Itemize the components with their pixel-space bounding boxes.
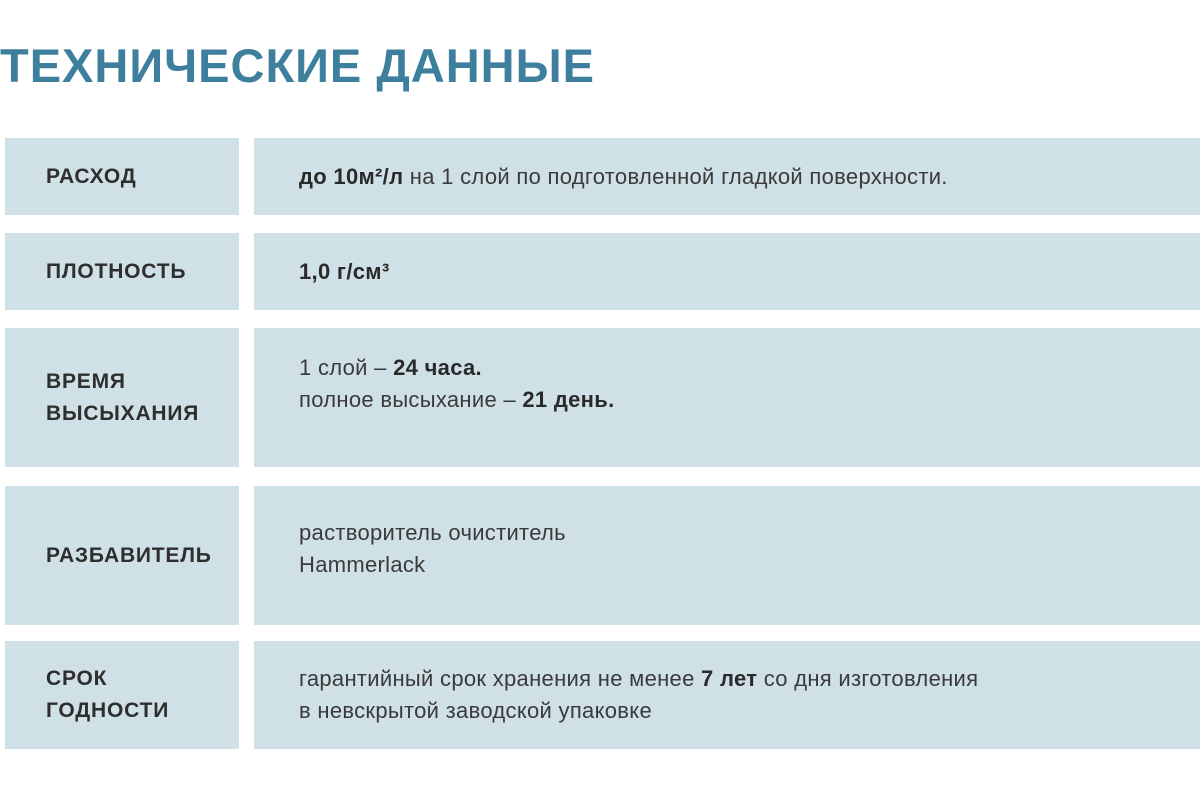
value-bold: 1,0 г/см³	[299, 258, 390, 284]
row-label-drying-time	[46, 366, 199, 430]
row-value-density	[299, 256, 1160, 288]
row-label-cell-density	[5, 233, 239, 310]
row-label-cell-thinner	[5, 486, 239, 625]
row-label-cell-consumption	[5, 138, 239, 215]
row-label-cell-shelf-life	[5, 641, 239, 749]
row-label-consumption	[46, 161, 136, 193]
value-bold: до 10м²/л	[299, 163, 404, 189]
row-value-shelf-life	[299, 663, 1160, 727]
row-label-density	[46, 256, 186, 288]
value-text: 1 слой –	[299, 355, 394, 380]
row-value-consumption	[299, 161, 1160, 193]
value-line: в невскрытой заводской упаковке	[299, 698, 652, 723]
row-value-cell-shelf-life	[254, 641, 1200, 749]
value-line	[299, 663, 1160, 695]
row-value-drying-time	[299, 352, 1160, 416]
row-value-cell-consumption	[254, 138, 1200, 215]
value-line	[299, 161, 1160, 193]
value-bold: 7 лет	[701, 666, 758, 691]
value-text: на 1 слой по подготовленной гладкой поверхности.	[403, 163, 948, 189]
value-line: Hammerlack	[299, 552, 426, 577]
row-label-thinner	[46, 540, 212, 572]
row-label-cell-drying-time	[5, 328, 239, 467]
value-bold: 24 часа.	[393, 355, 482, 380]
value-line: растворитель очиститель	[299, 520, 566, 545]
value-text: полное высыхание –	[299, 387, 523, 412]
row-value-cell-drying-time	[254, 328, 1200, 467]
label-line: ГОДНОСТИ	[46, 699, 170, 722]
row-label-shelf-life	[46, 663, 169, 727]
value-text: со дня изготовления	[757, 666, 979, 691]
value-bold: 21 день.	[522, 387, 615, 412]
label-line: ВРЕМЯ	[46, 369, 126, 393]
label-line: ПЛОТНОСТЬ	[46, 259, 187, 283]
row-value-cell-thinner	[254, 486, 1200, 625]
value-line	[299, 384, 1160, 416]
page-title: ТЕХНИЧЕСКИЕ ДАННЫЕ	[0, 39, 595, 92]
row-value-cell-density	[254, 233, 1200, 310]
label-line: СРОК	[46, 667, 108, 690]
value-text: гарантийный срок хранения не менее	[299, 666, 702, 691]
value-line	[299, 256, 1160, 288]
value-line	[299, 352, 1160, 384]
row-value-thinner	[299, 517, 1160, 581]
label-line: ВЫСЫХАНИЯ	[46, 401, 200, 425]
label-line: РАЗБАВИТЕЛЬ	[46, 543, 212, 567]
label-line: РАСХОД	[46, 164, 137, 188]
